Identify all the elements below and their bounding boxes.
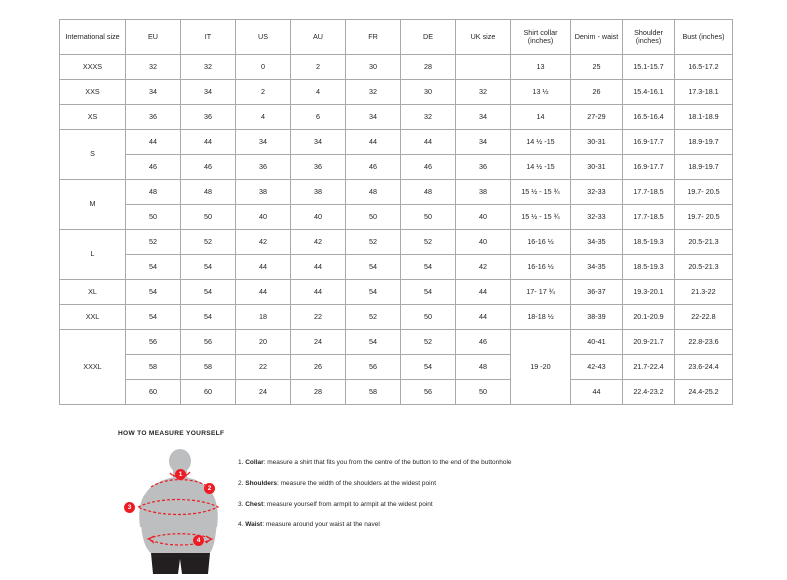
cell-shoulder: 17.7-18.5 — [623, 180, 675, 205]
cell-it: 54 — [181, 280, 236, 305]
cell-eu: 48 — [126, 180, 181, 205]
measure-instruction-term: Collar — [245, 459, 264, 466]
measure-instruction-number: 2. — [238, 479, 246, 487]
cell-it: 34 — [181, 80, 236, 105]
cell-de: 30 — [401, 80, 456, 105]
cell-denim-waist: 27-29 — [571, 105, 623, 130]
cell-denim-waist: 38-39 — [571, 305, 623, 330]
cell-de: 32 — [401, 105, 456, 130]
cell-it: 54 — [181, 305, 236, 330]
column-header-eu: EU — [126, 20, 181, 55]
cell-de: 54 — [401, 355, 456, 380]
measure-instruction-1 — [238, 459, 512, 467]
cell-us: 22 — [236, 355, 291, 380]
table-header — [60, 20, 733, 55]
cell-shoulder: 22.4-23.2 — [623, 380, 675, 405]
cell-au: 44 — [291, 280, 346, 305]
how-to-measure-body — [118, 447, 718, 575]
cell-denim-waist: 40-41 — [571, 330, 623, 355]
cell-it: 52 — [181, 230, 236, 255]
cell-au: 42 — [291, 230, 346, 255]
cell-shoulder: 16.9-17.7 — [623, 130, 675, 155]
cell-denim-waist: 30-31 — [571, 155, 623, 180]
cell-de: 54 — [401, 255, 456, 280]
cell-eu: 46 — [126, 155, 181, 180]
cell-uk-size: 40 — [456, 230, 511, 255]
cell-uk-size: 46 — [456, 330, 511, 355]
table-row — [60, 180, 733, 205]
cell-de: 48 — [401, 180, 456, 205]
cell-us: 42 — [236, 230, 291, 255]
size-chart-table — [59, 19, 733, 405]
cell-shirt-collar: 15 ½ - 15 ¾ — [511, 205, 571, 230]
measure-instruction-text: : measure the width of the shoulders at the widest point — [277, 479, 437, 487]
torso-diagram-icon — [118, 447, 228, 575]
cell-international-size: XXXS — [60, 55, 126, 80]
cell-au: 34 — [291, 130, 346, 155]
column-header-fr: FR — [346, 20, 401, 55]
table-row — [60, 380, 733, 405]
cell-bust: 18.9-19.7 — [675, 155, 733, 180]
measure-instruction-term: Shoulders — [245, 479, 278, 487]
column-header-au: AU — [291, 20, 346, 55]
cell-shirt-collar: 14 — [511, 105, 571, 130]
cell-denim-waist: 32-33 — [571, 180, 623, 205]
measure-instructions-list — [238, 447, 512, 542]
cell-shirt-collar: 16-16 ½ — [511, 255, 571, 280]
cell-denim-waist: 34-35 — [571, 230, 623, 255]
table-row — [60, 130, 733, 155]
cell-eu: 50 — [126, 205, 181, 230]
cell-uk-size: 44 — [456, 305, 511, 330]
cell-international-size: XS — [60, 105, 126, 130]
cell-eu: 58 — [126, 355, 181, 380]
cell-it: 36 — [181, 105, 236, 130]
column-header-bust: Bust (inches) — [675, 20, 733, 55]
cell-shirt-collar: 16-16 ½ — [511, 230, 571, 255]
cell-fr: 58 — [346, 380, 401, 405]
cell-it: 58 — [181, 355, 236, 380]
table-row — [60, 355, 733, 380]
table-row — [60, 255, 733, 280]
cell-it: 32 — [181, 55, 236, 80]
cell-denim-waist: 36-37 — [571, 280, 623, 305]
measure-bullet-2: 2 — [204, 483, 215, 494]
cell-uk-size: 40 — [456, 205, 511, 230]
column-header-international-size: International size — [60, 20, 126, 55]
cell-eu: 54 — [126, 280, 181, 305]
cell-shoulder: 20.9-21.7 — [623, 330, 675, 355]
table-row — [60, 205, 733, 230]
cell-it: 56 — [181, 330, 236, 355]
measure-instruction-number: 3. — [238, 500, 246, 508]
column-header-us: US — [236, 20, 291, 55]
measure-bullet-3: 3 — [124, 502, 135, 513]
cell-uk-size: 34 — [456, 130, 511, 155]
cell-de: 46 — [401, 155, 456, 180]
cell-de: 54 — [401, 280, 456, 305]
cell-eu: 34 — [126, 80, 181, 105]
header-row — [60, 20, 733, 55]
cell-shoulder: 16.5-16.4 — [623, 105, 675, 130]
measure-instruction-4 — [238, 521, 512, 529]
cell-fr: 30 — [346, 55, 401, 80]
cell-eu: 54 — [126, 305, 181, 330]
cell-denim-waist: 34-35 — [571, 255, 623, 280]
cell-shirt-collar: 13 — [511, 55, 571, 80]
cell-international-size: XL — [60, 280, 126, 305]
cell-fr: 50 — [346, 205, 401, 230]
cell-us: 24 — [236, 380, 291, 405]
measure-instruction-text: : measure around your waist at the navel — [262, 521, 380, 529]
cell-shoulder: 18.5-19.3 — [623, 255, 675, 280]
column-header-it: IT — [181, 20, 236, 55]
cell-uk-size: 36 — [456, 155, 511, 180]
table-row — [60, 280, 733, 305]
cell-de: 56 — [401, 380, 456, 405]
cell-shoulder: 21.7-22.4 — [623, 355, 675, 380]
cell-bust: 19.7- 20.5 — [675, 205, 733, 230]
cell-fr: 52 — [346, 230, 401, 255]
cell-shirt-collar: 13 ½ — [511, 80, 571, 105]
cell-us: 44 — [236, 280, 291, 305]
measure-instruction-term: Waist — [245, 521, 263, 529]
cell-fr: 46 — [346, 155, 401, 180]
cell-us: 4 — [236, 105, 291, 130]
cell-uk-size: 34 — [456, 105, 511, 130]
cell-de: 50 — [401, 305, 456, 330]
cell-it: 46 — [181, 155, 236, 180]
cell-au: 24 — [291, 330, 346, 355]
table-row — [60, 230, 733, 255]
column-header-de: DE — [401, 20, 456, 55]
measure-bullet-1: 1 — [175, 469, 186, 480]
cell-shoulder: 16.9-17.7 — [623, 155, 675, 180]
column-header-denim-waist: Denim - waist — [571, 20, 623, 55]
cell-au: 28 — [291, 380, 346, 405]
cell-international-size: XXS — [60, 80, 126, 105]
cell-international-size: XXL — [60, 305, 126, 330]
cell-au: 22 — [291, 305, 346, 330]
measure-instruction-text: : measure a shirt that fits you from the centre of the button to the end of the buttonhole — [263, 459, 512, 466]
cell-bust: 16.5-17.2 — [675, 55, 733, 80]
cell-shirt-collar: 15 ½ - 15 ¾ — [511, 180, 571, 205]
cell-au: 38 — [291, 180, 346, 205]
cell-shoulder: 19.3-20.1 — [623, 280, 675, 305]
cell-uk-size: 50 — [456, 380, 511, 405]
cell-au: 40 — [291, 205, 346, 230]
cell-bust: 19.7- 20.5 — [675, 180, 733, 205]
cell-au: 36 — [291, 155, 346, 180]
cell-uk-size: 38 — [456, 180, 511, 205]
cell-bust: 18.1-18.9 — [675, 105, 733, 130]
cell-eu: 54 — [126, 255, 181, 280]
cell-shirt-collar: 14 ½ -15 — [511, 130, 571, 155]
cell-eu: 60 — [126, 380, 181, 405]
cell-au: 6 — [291, 105, 346, 130]
cell-shoulder: 17.7-18.5 — [623, 205, 675, 230]
cell-it: 60 — [181, 380, 236, 405]
column-header-shirt-collar: Shirt collar (inches) — [511, 20, 571, 55]
cell-international-size: L — [60, 230, 126, 280]
cell-fr: 54 — [346, 255, 401, 280]
cell-fr: 56 — [346, 355, 401, 380]
cell-denim-waist: 42-43 — [571, 355, 623, 380]
table-row — [60, 330, 733, 355]
cell-au: 26 — [291, 355, 346, 380]
measure-instruction-term: Chest — [245, 500, 264, 508]
cell-fr: 54 — [346, 330, 401, 355]
cell-denim-waist: 32-33 — [571, 205, 623, 230]
cell-de: 52 — [401, 230, 456, 255]
cell-us: 34 — [236, 130, 291, 155]
cell-uk-size: 44 — [456, 280, 511, 305]
how-to-measure-title: HOW TO MEASURE YOURSELF — [118, 430, 225, 437]
cell-au: 44 — [291, 255, 346, 280]
column-header-shoulder: Shoulder (inches) — [623, 20, 675, 55]
cell-denim-waist: 26 — [571, 80, 623, 105]
cell-bust: 23.6-24.4 — [675, 355, 733, 380]
measure-instruction-text: : measure yourself from armpit to armpit at the widest point — [263, 500, 433, 508]
table-row — [60, 155, 733, 180]
cell-de: 44 — [401, 130, 456, 155]
cell-bust: 21.3-22 — [675, 280, 733, 305]
cell-denim-waist: 44 — [571, 380, 623, 405]
cell-bust: 20.5-21.3 — [675, 255, 733, 280]
cell-us: 18 — [236, 305, 291, 330]
cell-eu: 32 — [126, 55, 181, 80]
table-row — [60, 80, 733, 105]
cell-eu: 52 — [126, 230, 181, 255]
cell-shirt-collar: 14 ½ -15 — [511, 155, 571, 180]
cell-shoulder: 18.5-19.3 — [623, 230, 675, 255]
cell-us: 44 — [236, 255, 291, 280]
cell-eu: 44 — [126, 130, 181, 155]
cell-uk-size — [456, 55, 511, 80]
cell-us: 0 — [236, 55, 291, 80]
cell-de: 50 — [401, 205, 456, 230]
cell-au: 4 — [291, 80, 346, 105]
cell-eu: 36 — [126, 105, 181, 130]
cell-international-size: S — [60, 130, 126, 180]
cell-denim-waist: 30-31 — [571, 130, 623, 155]
cell-us: 20 — [236, 330, 291, 355]
cell-de: 28 — [401, 55, 456, 80]
cell-au: 2 — [291, 55, 346, 80]
cell-bust: 24.4-25.2 — [675, 380, 733, 405]
cell-eu: 56 — [126, 330, 181, 355]
cell-fr: 52 — [346, 305, 401, 330]
cell-bust: 18.9-19.7 — [675, 130, 733, 155]
cell-fr: 48 — [346, 180, 401, 205]
cell-shirt-collar: 17- 17 ¾ — [511, 280, 571, 305]
cell-us: 36 — [236, 155, 291, 180]
table-row — [60, 55, 733, 80]
cell-us: 2 — [236, 80, 291, 105]
measure-instruction-3 — [238, 501, 512, 509]
measure-instruction-number: 4. — [238, 521, 246, 529]
cell-uk-size: 42 — [456, 255, 511, 280]
cell-denim-waist: 25 — [571, 55, 623, 80]
cell-fr: 54 — [346, 280, 401, 305]
cell-shoulder: 20.1-20.9 — [623, 305, 675, 330]
cell-uk-size: 32 — [456, 80, 511, 105]
cell-bust: 17.3-18.1 — [675, 80, 733, 105]
cell-it: 44 — [181, 130, 236, 155]
table-row — [60, 105, 733, 130]
cell-international-size: M — [60, 180, 126, 230]
table-body — [60, 55, 733, 405]
cell-uk-size: 48 — [456, 355, 511, 380]
measure-instruction-number: 1. — [238, 459, 246, 466]
cell-shoulder: 15.4-16.1 — [623, 80, 675, 105]
cell-it: 54 — [181, 255, 236, 280]
measurement-figure — [118, 447, 228, 575]
column-header-uk-size: UK size — [456, 20, 511, 55]
measure-bullet-4: 4 — [193, 535, 204, 546]
table-row — [60, 305, 733, 330]
cell-bust: 20.5-21.3 — [675, 230, 733, 255]
cell-de: 52 — [401, 330, 456, 355]
cell-it: 48 — [181, 180, 236, 205]
cell-us: 38 — [236, 180, 291, 205]
cell-shoulder: 15.1-15.7 — [623, 55, 675, 80]
how-to-measure-section — [118, 430, 718, 575]
cell-fr: 44 — [346, 130, 401, 155]
cell-bust: 22.8-23.6 — [675, 330, 733, 355]
cell-bust: 22-22.8 — [675, 305, 733, 330]
cell-fr: 34 — [346, 105, 401, 130]
cell-us: 40 — [236, 205, 291, 230]
cell-it: 50 — [181, 205, 236, 230]
cell-international-size: XXXL — [60, 330, 126, 405]
cell-fr: 32 — [346, 80, 401, 105]
cell-shirt-collar: 18-18 ½ — [511, 305, 571, 330]
cell-shirt-collar: 19 -20 — [511, 330, 571, 405]
measure-instruction-2 — [238, 480, 512, 488]
